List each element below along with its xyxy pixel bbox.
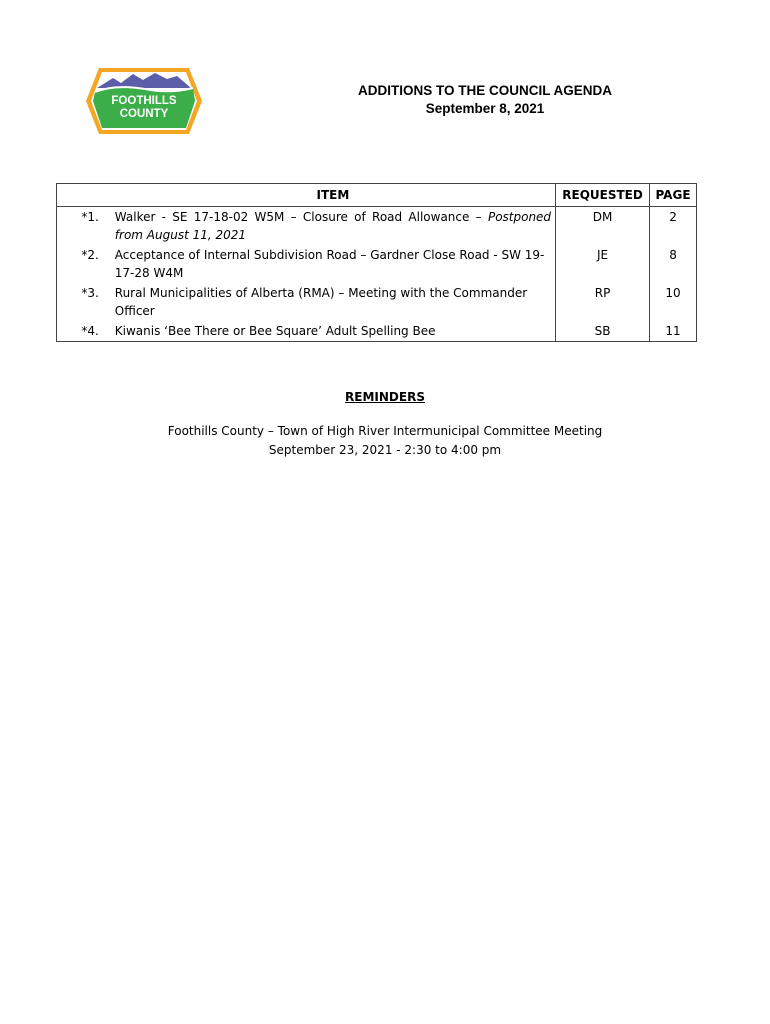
row-item xyxy=(111,207,556,246)
reminders-section xyxy=(0,390,770,460)
row-page: 10 xyxy=(650,283,697,321)
row-item: Acceptance of Internal Subdivision Road – Gardner Close Road - SW 19-17-28 W4M xyxy=(111,245,556,283)
row-requested: SB xyxy=(556,321,650,342)
table-row xyxy=(57,283,697,321)
document-title: ADDITIONS TO THE COUNCIL AGENDA xyxy=(357,83,612,98)
header-requested: REQUESTED xyxy=(556,184,650,207)
row-requested: DM xyxy=(556,207,650,246)
table-row xyxy=(57,245,697,283)
logo-line1: FOOTHILLS xyxy=(111,95,177,107)
logo-line2: COUNTY xyxy=(119,108,169,120)
row-number: *3. xyxy=(57,283,111,321)
document-header xyxy=(300,82,670,118)
row-item: Kiwanis ‘Bee There or Bee Square’ Adult Spelling Bee xyxy=(111,321,556,342)
agenda-table xyxy=(56,183,697,342)
reminder-line: September 23, 2021 - 2:30 to 4:00 pm xyxy=(268,443,502,457)
row-item: Rural Municipalities of Alberta (RMA) – Meeting with the Commander Officer xyxy=(111,283,556,321)
reminder-line: Foothills County – Town of High River Intermunicipal Committee Meeting xyxy=(167,424,603,438)
document-date: September 8, 2021 xyxy=(425,101,545,116)
row-requested: RP xyxy=(556,283,650,321)
header-item: ITEM xyxy=(111,184,556,207)
table-row xyxy=(57,207,697,246)
row-page: 2 xyxy=(650,207,697,246)
row-item-text: Walker - SE 17-18-02 W5M – Closure of Road Allowance – xyxy=(114,210,488,224)
row-item-italic: Postponed from August 11, 2021 xyxy=(114,210,552,242)
header-num xyxy=(57,184,111,207)
header-page: PAGE xyxy=(650,184,697,207)
row-page: 11 xyxy=(650,321,697,342)
row-number: *1. xyxy=(57,207,111,246)
row-number: *4. xyxy=(57,321,111,342)
row-number: *2. xyxy=(57,245,111,283)
row-requested: JE xyxy=(556,245,650,283)
reminders-title: REMINDERS xyxy=(345,390,425,404)
foothills-county-logo xyxy=(85,66,203,136)
row-page: 8 xyxy=(650,245,697,283)
table-row xyxy=(57,321,697,342)
table-header-row xyxy=(57,184,697,207)
